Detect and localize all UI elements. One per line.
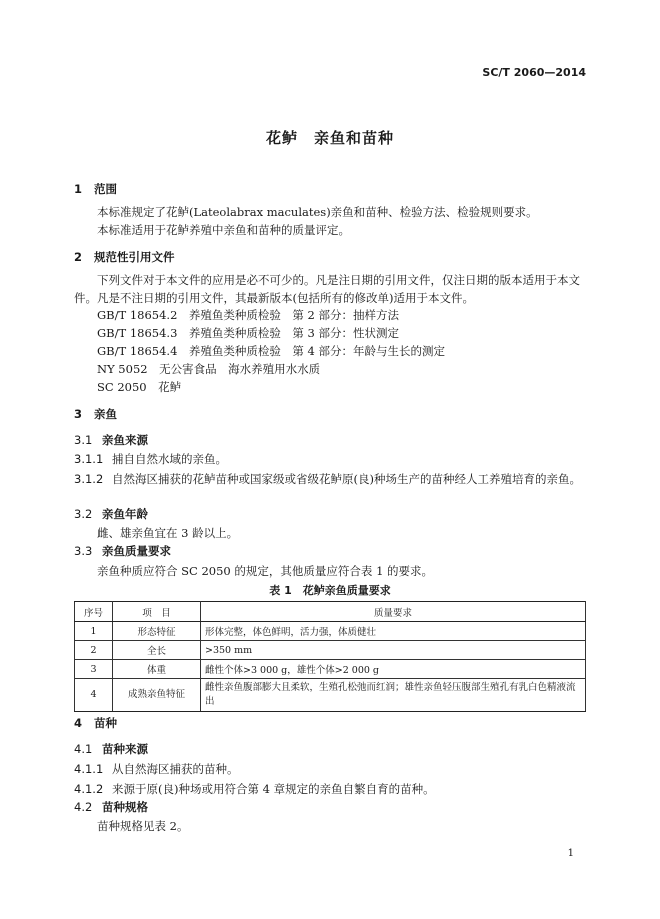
reference-item: GB/T 18654.2 养殖鱼类种质检验 第 2 部分：抽样方法: [97, 308, 400, 322]
table-cell: 形体完整，体色鲜明，活力强，体质健壮: [201, 622, 586, 641]
section-title: 亲鱼: [94, 407, 117, 421]
clause-4-1-1: 4.1.1 从自然海区捕获的苗种。: [74, 762, 239, 776]
subsection-4-2-heading: 4.2 苗种规格: [74, 800, 148, 814]
subsection-4-2-text: 苗种规格见表 2。: [97, 819, 189, 833]
section-4-heading: [74, 715, 117, 731]
column-header: 质量要求: [201, 602, 586, 622]
table-cell: 4: [75, 679, 113, 712]
table-cell: 全长: [113, 641, 201, 660]
document-title: 花鲈 亲鱼和苗种: [265, 129, 394, 147]
subsection-3-2-heading: 3.2 亲鱼年龄: [74, 507, 148, 521]
reference-item: GB/T 18654.3 养殖鱼类种质检验 第 3 部分：性状测定: [97, 326, 400, 340]
section-2-heading: [74, 249, 175, 265]
table-row: [75, 641, 586, 660]
column-header: 序号: [75, 602, 113, 622]
clause-4-1-2: 4.1.2 来源于原(良)种场或用符合第 4 章规定的亲鱼自繁自育的苗种。: [74, 782, 435, 796]
table-row: [75, 679, 586, 712]
table-header-row: [75, 602, 586, 622]
reference-item: NY 5052 无公害食品 海水养殖用水水质: [97, 362, 321, 376]
reference-item: GB/T 18654.4 养殖鱼类种质检验 第 4 部分：年龄与生长的测定: [97, 344, 446, 358]
section-number: 2: [74, 250, 83, 264]
table-cell: 3: [75, 660, 113, 679]
section-2-intro: 下列文件对于本文件的应用是必不可少的。凡是注日期的引用文件，仅注日期的版本适用于本文件。凡是不注日期的引用文件，其最新版本(包括所有的修改单)适用于本文件。: [74, 273, 580, 305]
subsection-3-3-heading: 3.3 亲鱼质量要求: [74, 544, 171, 558]
reference-item: SC 2050 花鲈: [97, 380, 182, 394]
subsection-3-2-text: 雌、雄亲鱼宜在 3 龄以上。: [97, 526, 239, 540]
table-cell: 形态特征: [113, 622, 201, 641]
section-1-paragraph-2: 本标准适用于花鲈养殖中亲鱼和苗种的质量评定。: [97, 223, 350, 237]
section-number: 1: [74, 182, 83, 196]
section-1-paragraph-1: 本标准规定了花鲈(Lateolabrax maculates)亲鱼和苗种、检验方法、检验规则要求。: [97, 205, 538, 219]
section-1-heading: [74, 181, 117, 197]
table-cell: 雌性亲鱼腹部膨大且柔软，生殖孔松弛而红润；雄性亲鱼轻压腹部生殖孔有乳白色精液流出: [201, 679, 586, 712]
table-cell: 雌性个体>3 000 g，雄性个体>2 000 g: [201, 660, 586, 679]
table-row: [75, 660, 586, 679]
subsection-4-1-heading: 4.1 苗种来源: [74, 742, 148, 756]
subsection-3-3-text: 亲鱼种质应符合 SC 2050 的规定，其他质量应符合表 1 的要求。: [97, 564, 434, 578]
section-title: 规范性引用文件: [94, 250, 175, 264]
table-1: [74, 601, 586, 712]
section-title: 苗种: [94, 716, 117, 730]
section-number: 3: [74, 407, 83, 421]
section-number: 4: [74, 716, 83, 730]
clause-3-1-2: 3.1.2 自然海区捕获的花鲈苗种或国家级或省级花鲈原(良)种场生产的苗种经人工养殖培育的亲鱼。: [74, 472, 581, 486]
clause-3-1-1: 3.1.1 捕自自然水域的亲鱼。: [74, 452, 227, 466]
table-1-caption: 表 1 花鲈亲鱼质量要求: [269, 584, 391, 597]
section-3-heading: [74, 406, 117, 422]
table-cell: >350 mm: [201, 641, 586, 660]
table-cell: 体重: [113, 660, 201, 679]
page-number: 1: [567, 848, 574, 859]
table-cell: 2: [75, 641, 113, 660]
column-header: 项 目: [113, 602, 201, 622]
table-cell: 成熟亲鱼特征: [113, 679, 201, 712]
section-title: 范围: [94, 182, 117, 196]
table-cell: 1: [75, 622, 113, 641]
subsection-3-1-heading: 3.1 亲鱼来源: [74, 433, 148, 447]
standard-code: SC/T 2060—2014: [482, 66, 586, 79]
table-row: [75, 622, 586, 641]
